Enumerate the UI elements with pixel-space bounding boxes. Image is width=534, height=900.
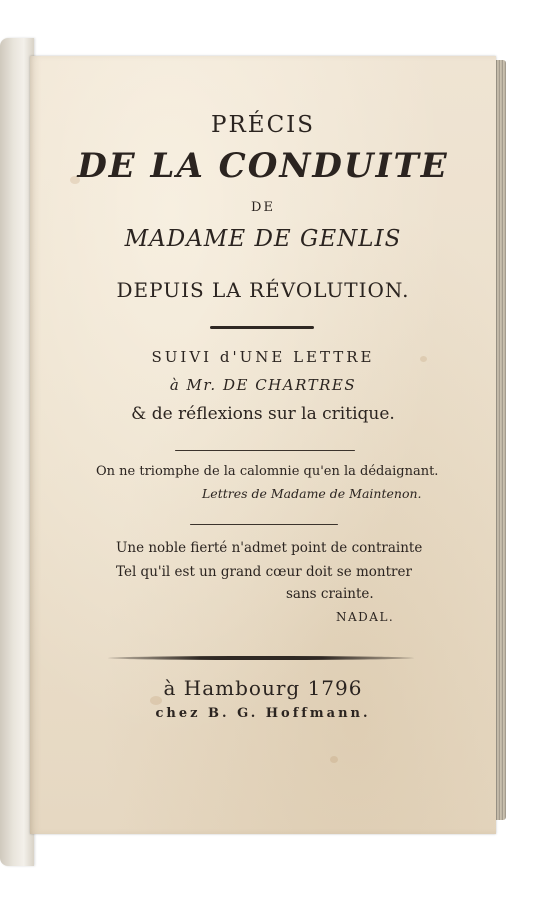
subtitle-reflexions: & de réflexions sur la critique.: [131, 404, 395, 424]
imprint-hambourg: à Hambourg 1796: [163, 676, 363, 700]
subtitle-chartres: à Mr. DE CHARTRES: [169, 376, 357, 394]
epigraph-nadal-line1: Une noble fierté n'admet point de contrainte: [116, 540, 423, 556]
title-depuis-la-revolution: DEPUIS LA RÉVOLUTION.: [116, 278, 410, 302]
subtitle-suivi: SUIVI d'UNE LETTRE: [151, 348, 375, 366]
imprint-rule: [108, 656, 414, 660]
epigraph-rule-top: [175, 450, 355, 451]
epigraph-nadal-line3: sans crainte.: [286, 586, 374, 602]
epigraph-rule-bottom: [190, 524, 338, 525]
epigraph-nadal-line2: Tel qu'il est un grand cœur doit se montrer: [116, 564, 412, 580]
title-de: DE: [251, 200, 275, 215]
epigraph-nadal-author: NADAL.: [336, 610, 395, 624]
title-madame-de-genlis: MADAME DE GENLIS: [124, 226, 402, 252]
epigraph-maintenon-quote: On ne triomphe de la calomnie qu'en la dédaignant.: [96, 464, 439, 479]
title-de-la-conduite: DE LA CONDUITE: [77, 146, 449, 186]
imprint-hoffmann: chez B. G. Hoffmann.: [155, 706, 371, 721]
book-left-board: [0, 38, 34, 866]
title-page: [30, 56, 496, 834]
epigraph-maintenon-source: Lettres de Madame de Maintenon.: [202, 486, 422, 501]
title-rule: [210, 326, 314, 329]
foxing-spot: [330, 756, 338, 763]
title-precis: PRÉCIS: [210, 112, 316, 138]
